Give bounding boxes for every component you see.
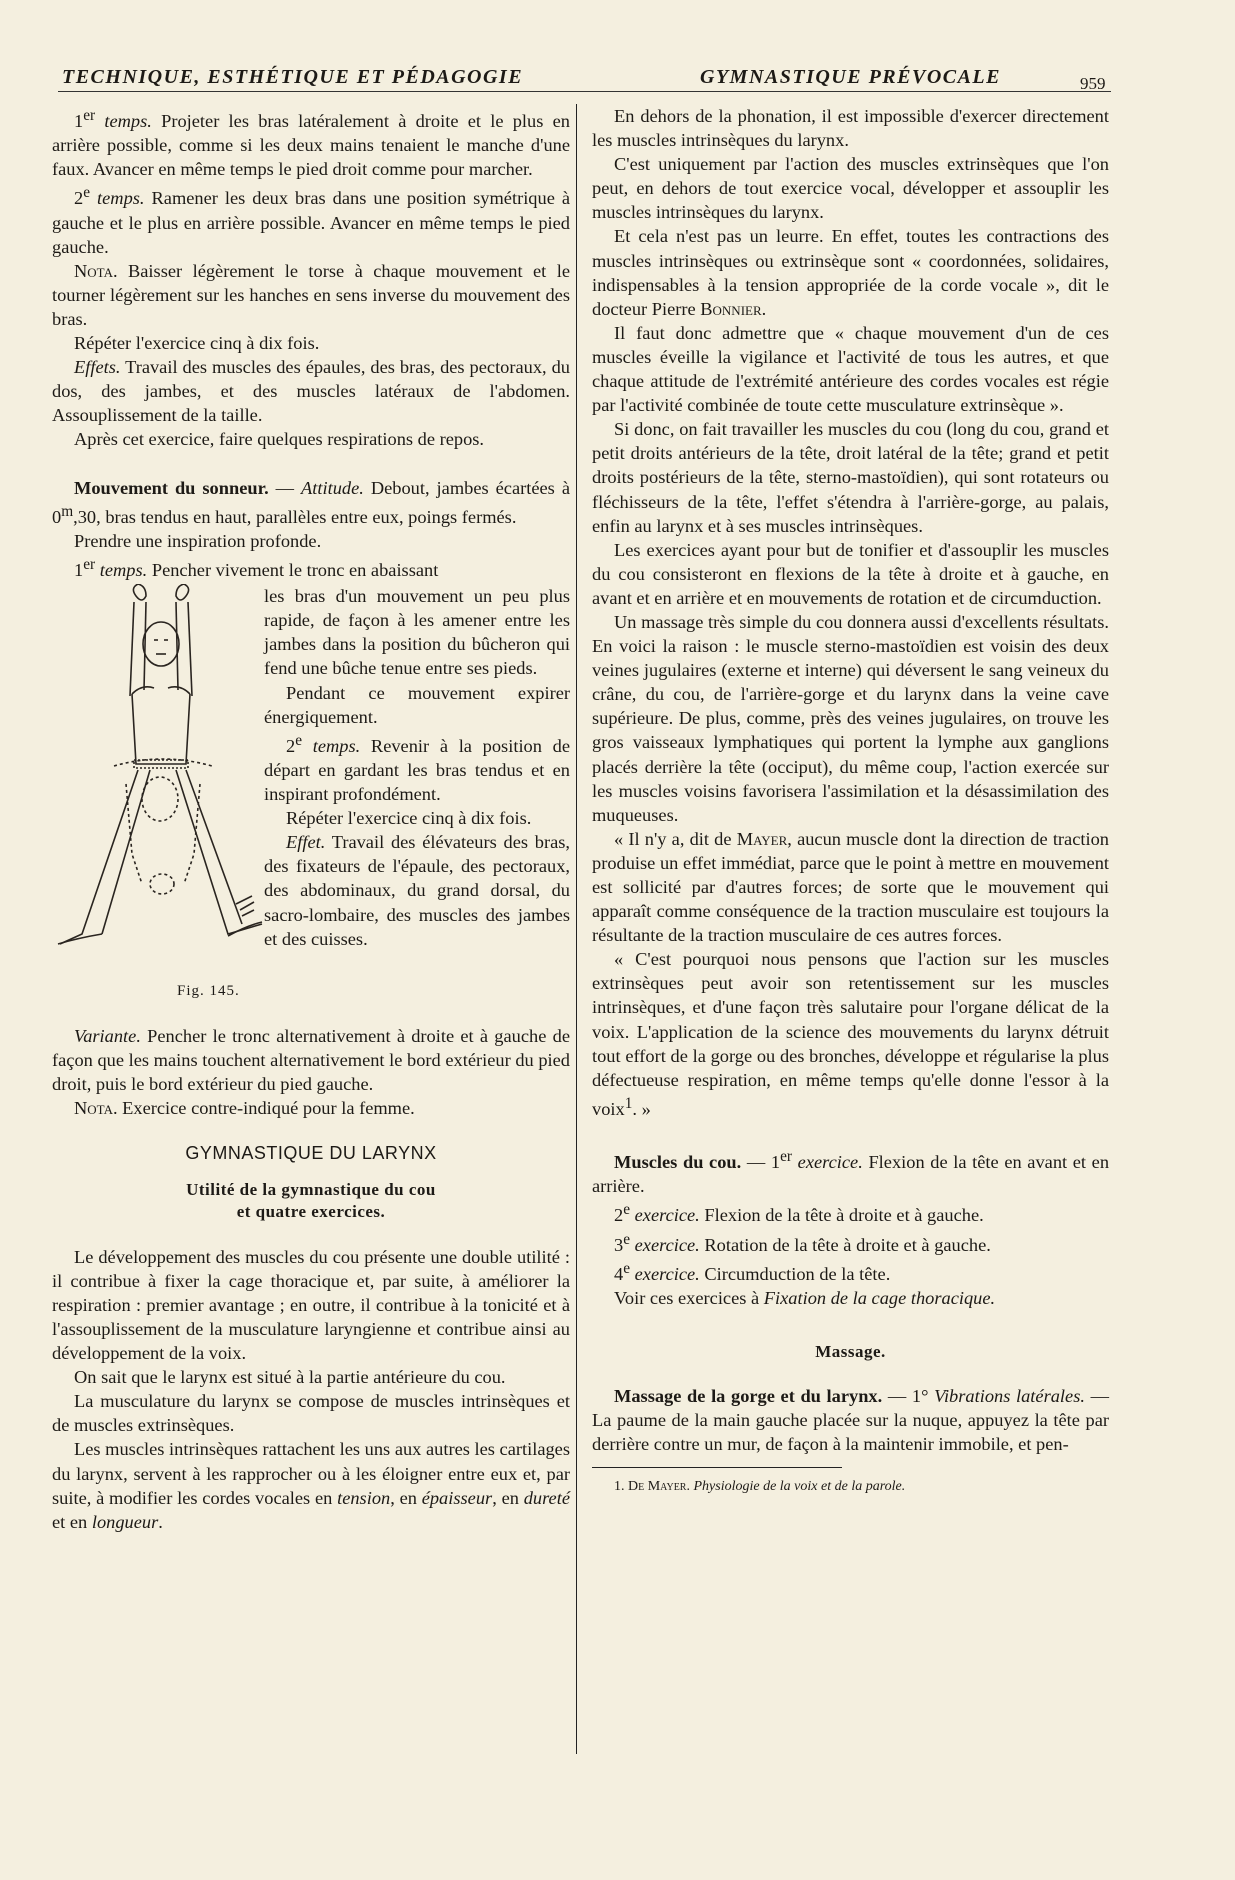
paragraph-temps-1: 1er temps. Pencher vivement le tronc en abaissant xyxy=(74,555,439,581)
subsection-title: Utilité de la gymnastique du cou et quatre exercices. xyxy=(186,1179,436,1221)
paragraph-variante: Variante. Pencher le tronc alternativement à droite et à gauche de façon que les mains touchent alternativement le bord extérieur du pied droit, puis le bord extérieur du pied gauche. xyxy=(52,1026,570,1095)
right-column xyxy=(592,104,1109,1496)
left-column xyxy=(52,104,570,1534)
paragraph-r4: Il faut donc admettre que « chaque mouvement d'un de ces muscles éveille la vigilance et l'activité de tous les autres, et que chaque attitude de l'extrémité antérieure des cordes vocales est régie par l'activité combinée de toute cette musculature extrinsèque ». xyxy=(592,322,1109,416)
paragraph-nota: Nota. Baisser légèrement le torse à chaque mouvement et le tourner légèrement sur les hanches en sens inverse du mouvement des bras. xyxy=(52,260,570,329)
paragraph-apres: Après cet exercice, faire quelques respirations de repos. xyxy=(74,429,485,450)
column-divider xyxy=(576,104,577,1754)
paragraph-fig-t2: 2e temps. Revenir à la position de départ en gardant les bras tendus et en inspirant profondément. xyxy=(264,731,570,805)
paragraph-exercice-3: 3e exercice. Rotation de la tête à droite et à gauche. xyxy=(614,1230,991,1255)
paragraph-exercice-4: 4e exercice. Circumduction de la tête. xyxy=(614,1259,891,1284)
figure-caption: Fig. 145. xyxy=(177,983,240,1000)
footnote: 1. De Mayer. Physiologie de la voix et de la parole. xyxy=(614,1478,906,1494)
header-rule xyxy=(58,91,1111,92)
paragraph-voir: Voir ces exercices à Fixation de la cage thoracique. xyxy=(614,1288,996,1309)
paragraph-r9: « C'est pourquoi nous pensons que l'action sur les muscles extrinsèques peut avoir son retentissement sur les muscles intrinsèques, et d'une façon très salutaire pour l'organe délicat de la voix. L'application de la science des mouvements du larynx détruit tout effort de la gorge ou des bronches, développe et régularise la plus défectueuse respiration, en même temps qu'elle donne l'essor à la voix$^1$. » xyxy=(592,949,1109,1119)
paragraph-fig-t1: les bras d'un mouvement un peu plus rapide, de façon à les amener entre les jambes dans la position du bûcheron qui fend une bûche tenue entre ses pieds. xyxy=(264,586,570,679)
paragraph-musculature: La musculature du larynx se compose de muscles intrinsèques et de muscles extrinsèques. xyxy=(52,1391,570,1436)
paragraph-massage-gorge: Massage de la gorge et du larynx. — 1° Vibrations latérales. — La paume de la main gauche placée sur la nuque, appuyez la tête par derrière contre un mur, de façon à la maintenir immobile, et pen- xyxy=(592,1386,1109,1455)
figure-block xyxy=(52,584,570,1024)
paragraph-repeter: Répéter l'exercice cinq à dix fois. xyxy=(74,333,320,354)
paragraph-effets: Effets. Travail des muscles des épaules, des bras, des pectoraux, du dos, des jambes, et des muscles latéraux de l'abdomen. Assouplissement de la taille. xyxy=(52,357,570,426)
paragraph-sonneur: Mouvement du sonneur. — Attitude. Debout, jambes écartées à 0$^m$,30, bras tendus en haut, parallèles entre eux, poings fermés. xyxy=(52,477,570,527)
paragraph-fig-expire: Pendant ce mouvement expirer énergiquement. xyxy=(264,682,570,727)
page-number: 959 xyxy=(1080,74,1106,93)
section-title-massage: Massage. xyxy=(815,1342,886,1362)
paragraph-r1: En dehors de la phonation, il est impossible d'exercer directement les muscles intrinsèques du larynx. xyxy=(592,106,1109,151)
paragraph-exercice-2: 2e exercice. Flexion de la tête à droite et à gauche. xyxy=(614,1201,984,1226)
section-title-larynx: GYMNASTIQUE DU LARYNX xyxy=(185,1142,437,1163)
paragraph-r7: Un massage très simple du cou donnera aussi d'excellents résultats. En voici la raison : le muscle sterno-mastoïdien est voisin des deux veines jugulaires (externe et interne) qui déversent le sang veineux du crâne, du cou, de l'arrière-gorge et du larynx dans la veine cave supérieure. De plus, comme, près des veines jugulaires, on trouve les gros vaisseaux lymphatiques qui portent la lymphe aux ganglions placés derrière la tête (occiput), du même coup, l'action exercée sur les muscles voisins favorisera l'assimilation et la désassimilation des muqueuses. xyxy=(592,611,1109,825)
paragraph-fig-effet: Effet. Travail des élévateurs des bras, des fixateurs de l'épaule, des pectoraux, des abdominaux, du grand dorsal, du sacro-lombaire, des muscles des jambes et des cuisses. xyxy=(264,832,570,949)
running-header-right: GYMNASTIQUE PRÉVOCALE xyxy=(700,66,1001,88)
paragraph-r8: « Il n'y a, dit de Mayer, aucun muscle dont la direction de traction produise un effet immédiat, parce que le point à mettre en mouvement est sollicité par d'autres forces; de sorte que le mouvement qui apparaît comme conséquence de la traction musculaire est toujours la résultante de la traction musculaire de ces autres forces. xyxy=(592,828,1109,946)
paragraph-deuxieme-temps: 2e temps. Ramener les deux bras dans une position symétrique à gauche et le plus en arrière possible. Avancer en même temps le pied gauche. xyxy=(52,184,571,257)
paragraph-premier-temps: 1er temps. Projeter les bras latéralement à droite et le plus en arrière possible, comme si les deux mains tenaient le manche d'une faux. Avancer en même temps le pied droit comme pour marcher. xyxy=(52,107,570,180)
paragraph-larynx-situe: On sait que le larynx est situé à la partie antérieure du cou. xyxy=(74,1367,506,1388)
paragraph-r5: Si donc, on fait travailler les muscles du cou (long du cou, grand et petit droits antérieurs de la tête, droit latéral de la tête; grand et petit droits postérieurs de la tête, sterno-mastoïdien), qui sont rotateurs ou fléchisseurs de la tête, l'effet s'étendra à l'arrière-gorge, au palais, enfin au larynx et à ses muscles intrinsèques. xyxy=(592,419,1109,536)
figure-wrap-text xyxy=(264,584,570,951)
paragraph-intrinseques: Les muscles intrinsèques rattachent les uns aux autres les cartilages du larynx, servent à les rapprocher ou à les éloigner entre eux et, par suite, à modifier les cordes vocales en tension, en épaisseur, en dureté et en longueur. xyxy=(52,1439,570,1532)
footnote-rule xyxy=(592,1467,842,1468)
paragraph-r6: Les exercices ayant pour but de tonifier et d'assouplir les muscles du cou consisteront en flexions de la tête à droite et à gauche, en avant et en arrière et en mouvements de rotation et de circumduction. xyxy=(592,539,1109,608)
paragraph-fig-repeat: Répéter l'exercice cinq à dix fois. xyxy=(286,808,532,829)
paragraph-r3: Et cela n'est pas un leurre. En effet, toutes les contractions des muscles intrinsèques ou extrinsèque sont « coordonnées, solidaires, indispensables à la tension appropriée de la corde vocale », dit le docteur Pierre Bonnier. xyxy=(592,226,1109,319)
running-header-left: TECHNIQUE, ESTHÉTIQUE ET PÉDAGOGIE xyxy=(62,66,524,88)
paragraph-r2: C'est uniquement par l'action des muscles extrinsèques que l'on peut, en dehors de tout exercice vocal, développer et assouplir les muscles intrinsèques du larynx. xyxy=(592,154,1109,223)
paragraph-nota-2: Nota. Exercice contre-indiqué pour la femme. xyxy=(74,1098,415,1119)
paragraph-developpement: Le développement des muscles du cou présente une double utilité : il contribue à fixer la cage thoracique et, par suite, à améliorer la respiration : premier avantage ; en outre, il contribue à la tonicité et à l'assouplissement de la musculature laryngienne et contribue ainsi au développement de la voix. xyxy=(52,1246,570,1364)
sonneur-figure-illustration xyxy=(52,584,264,1024)
paragraph-muscles-cou: Muscles du cou. — 1er exercice. Flexion de la tête en avant et en arrière. xyxy=(592,1148,1110,1197)
paragraph-inspiration: Prendre une inspiration profonde. xyxy=(74,530,322,551)
